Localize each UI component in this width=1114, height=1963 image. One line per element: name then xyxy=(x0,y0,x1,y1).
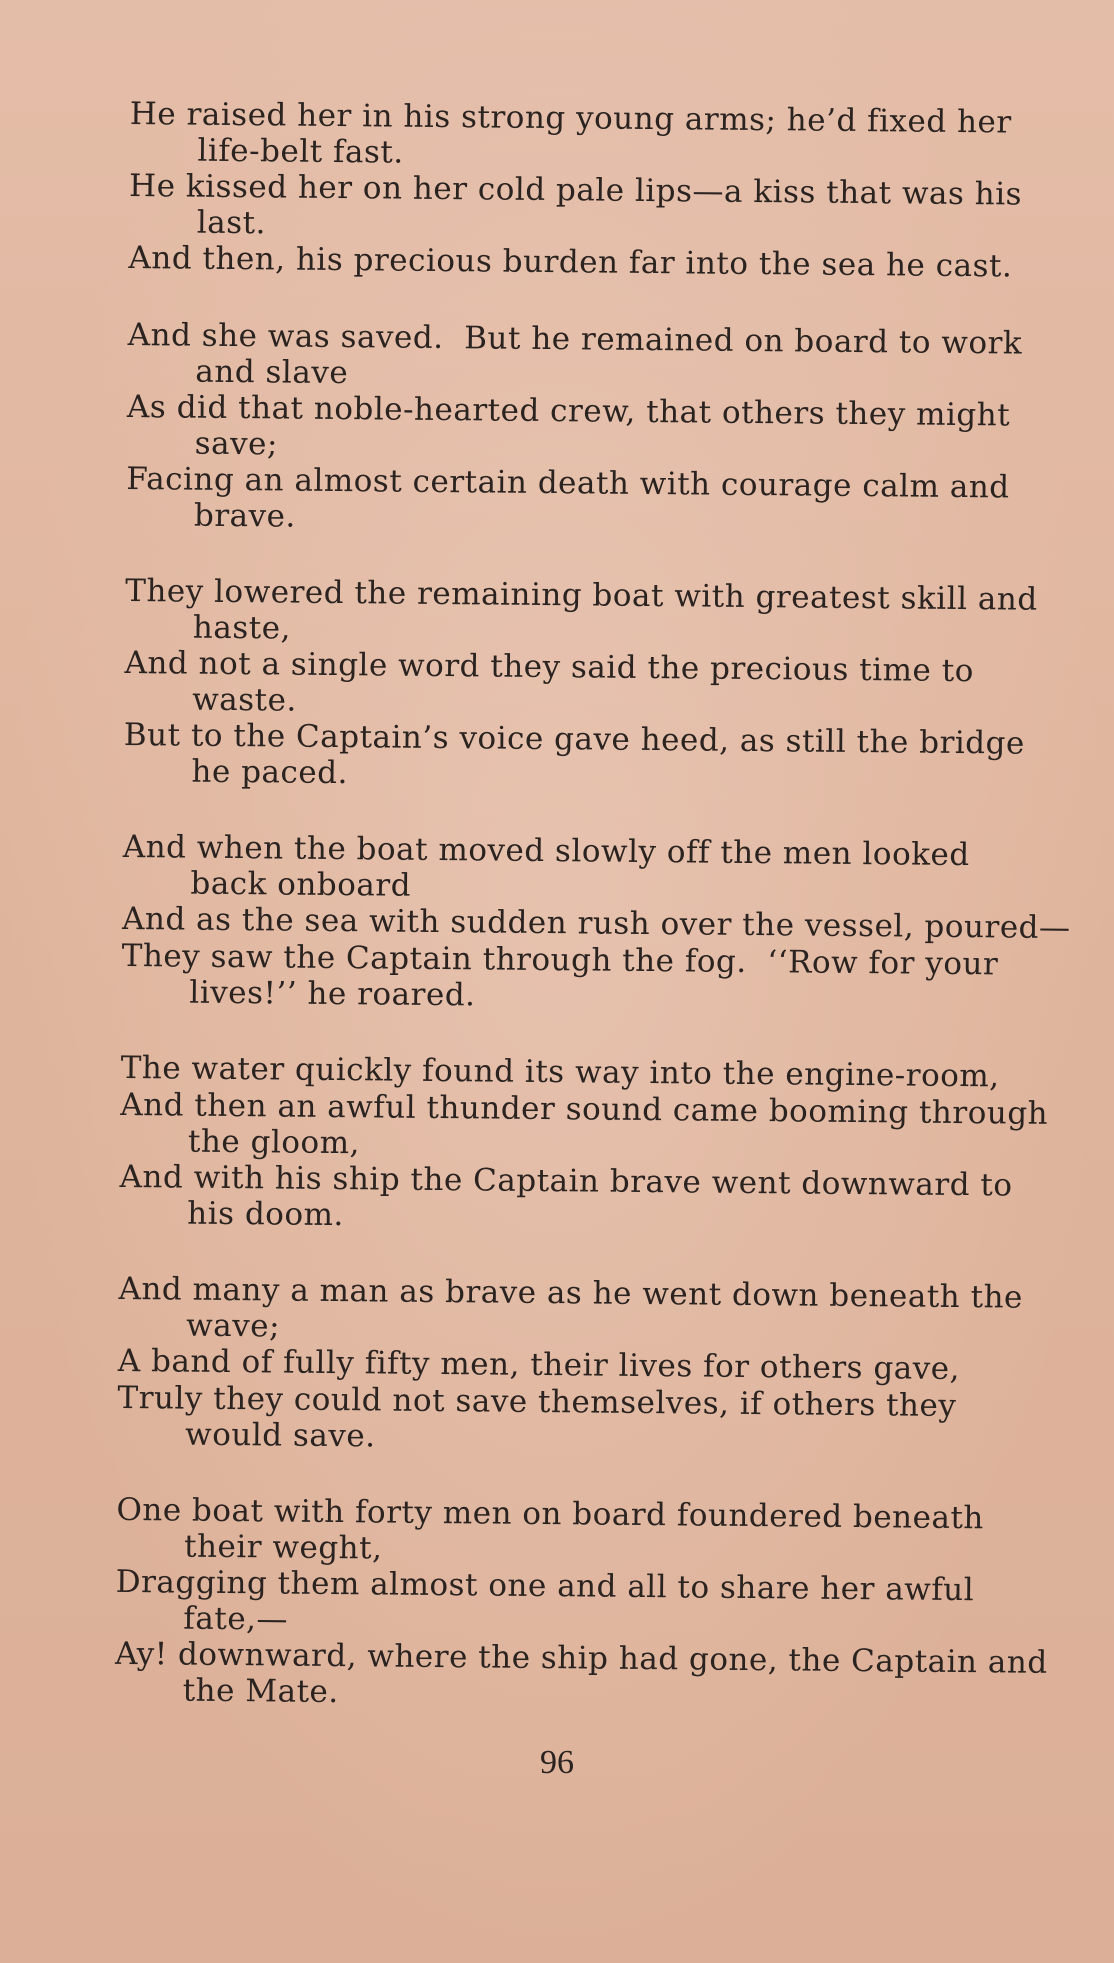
verse-line: And then, his precious burden far into the sea he cast. xyxy=(128,239,1013,285)
verse-continuation: fate,— xyxy=(183,1600,289,1638)
stanza xyxy=(123,573,1045,798)
verse-continuation: save; xyxy=(194,425,279,463)
verse-line: But to the Captain’s voice gave heed, as still the bridge xyxy=(123,716,1025,762)
verse-continuation: back onboard xyxy=(190,865,412,904)
verse-continuation: brave. xyxy=(193,497,297,535)
verse-line: One boat with forty men on board foundered beneath xyxy=(116,1491,985,1537)
verse-line: And with his ship the Captain brave went downward to xyxy=(119,1158,1013,1204)
verse-line: And not a single word they said the precious time to xyxy=(124,644,975,690)
verse-continuation: the Mate. xyxy=(182,1672,339,1711)
verse-line: A band of fully fifty men, their lives for others gave, xyxy=(117,1342,961,1388)
stanza xyxy=(119,1049,1049,1240)
verse-line: And many a man as brave as he went down beneath the xyxy=(118,1270,1024,1316)
verse-continuation: last. xyxy=(196,204,267,242)
verse-continuation: the gloom, xyxy=(187,1123,361,1162)
verse-line: He kissed her on her cold pale lips—a kiss that was his xyxy=(128,167,1023,213)
verse-continuation: life-belt fast. xyxy=(197,132,404,171)
verse-line: As did that noble-hearted crew, that others they might xyxy=(126,388,1011,434)
stanza xyxy=(128,96,1050,286)
verse-line: They lowered the remaining boat with greatest skill and xyxy=(125,572,1038,618)
stanza xyxy=(121,828,1071,1019)
poem-text xyxy=(114,96,1071,1757)
verse-line: They saw the Captain through the fog. ‘‘Row for your xyxy=(121,937,999,983)
verse-continuation: haste, xyxy=(192,609,292,647)
verse-continuation: wave; xyxy=(186,1307,281,1345)
verse-continuation: would save. xyxy=(184,1416,376,1455)
verse-line: Ay! downward, where the ship had gone, the Captain and xyxy=(114,1635,1048,1681)
verse-line: He raised her in his strong young arms; he’d fixed her xyxy=(129,96,1012,141)
verse-continuation: his doom. xyxy=(187,1195,345,1234)
page-number: 96 xyxy=(540,1744,574,1781)
verse-line: And she was saved. But he remained on board to work xyxy=(127,316,1023,362)
verse-line: Truly they could not save themselves, if others they xyxy=(117,1379,957,1424)
verse-line: The water quickly found its way into the engine-room, xyxy=(120,1049,1000,1095)
verse-continuation: and slave xyxy=(195,353,349,392)
stanza xyxy=(126,317,1048,542)
stanza xyxy=(117,1271,1039,1461)
verse-continuation: waste. xyxy=(192,681,297,719)
verse-line: And as the sea with sudden rush over the vessel, poured— xyxy=(121,900,1071,947)
verse-line: Facing an almost certain death with courage calm and xyxy=(126,460,1010,506)
verse-continuation: lives!’’ he roared. xyxy=(189,974,476,1014)
verse-line: And then an awful thunder sound came booming through xyxy=(120,1086,1049,1132)
verse-continuation: he paced. xyxy=(191,753,349,792)
verse-continuation: their weght, xyxy=(183,1528,383,1567)
verse-line: Dragging them almost one and all to share her awful xyxy=(115,1563,975,1609)
stanza xyxy=(114,1491,1048,1717)
verse-line: And when the boat moved slowly off the men looked xyxy=(122,828,970,874)
